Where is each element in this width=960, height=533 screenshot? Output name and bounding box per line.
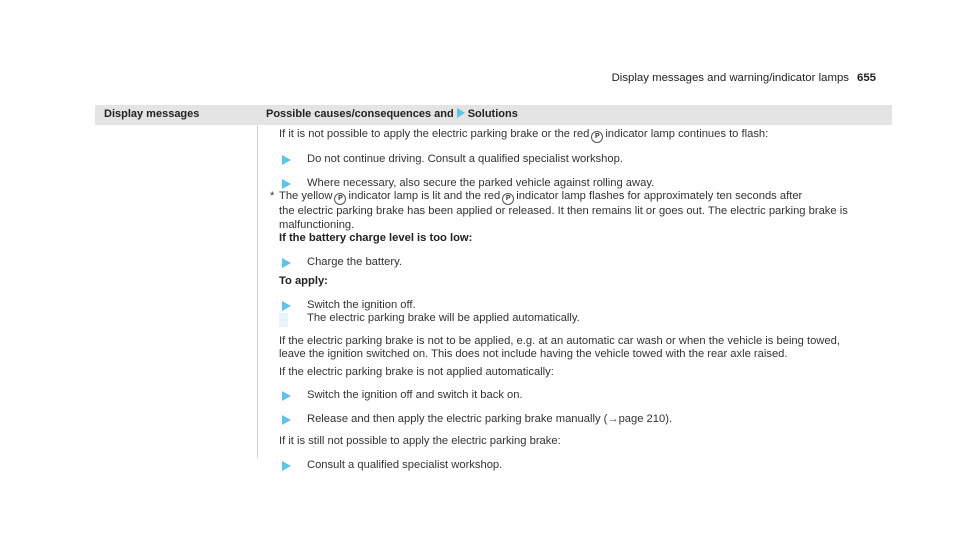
parking-brake-icon: P <box>334 193 346 205</box>
triangle-arrow-icon <box>282 258 291 268</box>
triangle-arrow-icon <box>282 415 291 425</box>
parking-brake-icon: P <box>591 131 603 143</box>
list-item: Consult a qualified specialist workshop. <box>279 459 884 473</box>
triangle-arrow-icon <box>282 391 291 401</box>
result-bar <box>279 313 288 327</box>
column-divider <box>257 125 258 458</box>
list-item: Release and then apply the electric parking brake manually (→page 210). <box>279 413 884 427</box>
list-item: Do not continue driving. Consult a qualified specialist workshop. <box>279 153 884 167</box>
paragraph: leave the ignition switched on. This does not include having the vehicle towed with the rear axle raised. <box>279 348 788 360</box>
triangle-arrow-icon <box>457 108 465 118</box>
paragraph: If it is still not possible to apply the electric parking brake: <box>279 435 561 447</box>
running-header <box>612 72 876 84</box>
column-causes-solutions: Possible causes/consequences and Solutions <box>266 108 518 120</box>
triangle-arrow-icon <box>282 179 291 189</box>
table-header <box>95 105 892 125</box>
subheading-battery: If the battery charge level is too low: <box>279 232 473 244</box>
footnote: * The yellow P indicator lamp is lit and the red P indicator lamp flashes for approximately ten seconds after the electric parking brake has been applied or released. It then remains lit or goes out. The electric parking brake is malfunctioning. <box>270 190 848 231</box>
list-item: Switch the ignition off. The electric parking brake will be applied automatically. <box>279 299 884 326</box>
footnote-star: * <box>270 190 275 202</box>
triangle-arrow-icon <box>282 155 291 165</box>
subheading-to-apply: To apply: <box>279 275 328 287</box>
messages-table <box>95 105 892 471</box>
list-item: Charge the battery. <box>279 256 884 270</box>
table-cell-solutions <box>270 128 884 472</box>
page-ref-arrow: → <box>607 412 619 425</box>
paragraph: If the electric parking brake is not to be applied, e.g. at an automatic car wash or when the vehicle is being towed, <box>279 334 840 347</box>
paragraph: If it is not possible to apply the electric parking brake or the red P indicator lamp continues to flash: <box>279 128 884 143</box>
triangle-arrow-icon <box>282 301 291 311</box>
list-item: Where necessary, also secure the parked vehicle against rolling away. <box>279 177 884 191</box>
page-number: 655 <box>856 72 876 84</box>
list-item: Switch the ignition off and switch it back on. <box>279 389 884 403</box>
parking-brake-icon: P <box>502 193 514 205</box>
column-display-messages: Display messages <box>104 108 200 120</box>
header-title: Display messages and warning/indicator lamps <box>611 72 849 84</box>
page-link[interactable]: page 210). <box>618 412 673 425</box>
paragraph: If the electric parking brake is not applied automatically: <box>279 365 554 378</box>
triangle-arrow-icon <box>282 461 291 471</box>
